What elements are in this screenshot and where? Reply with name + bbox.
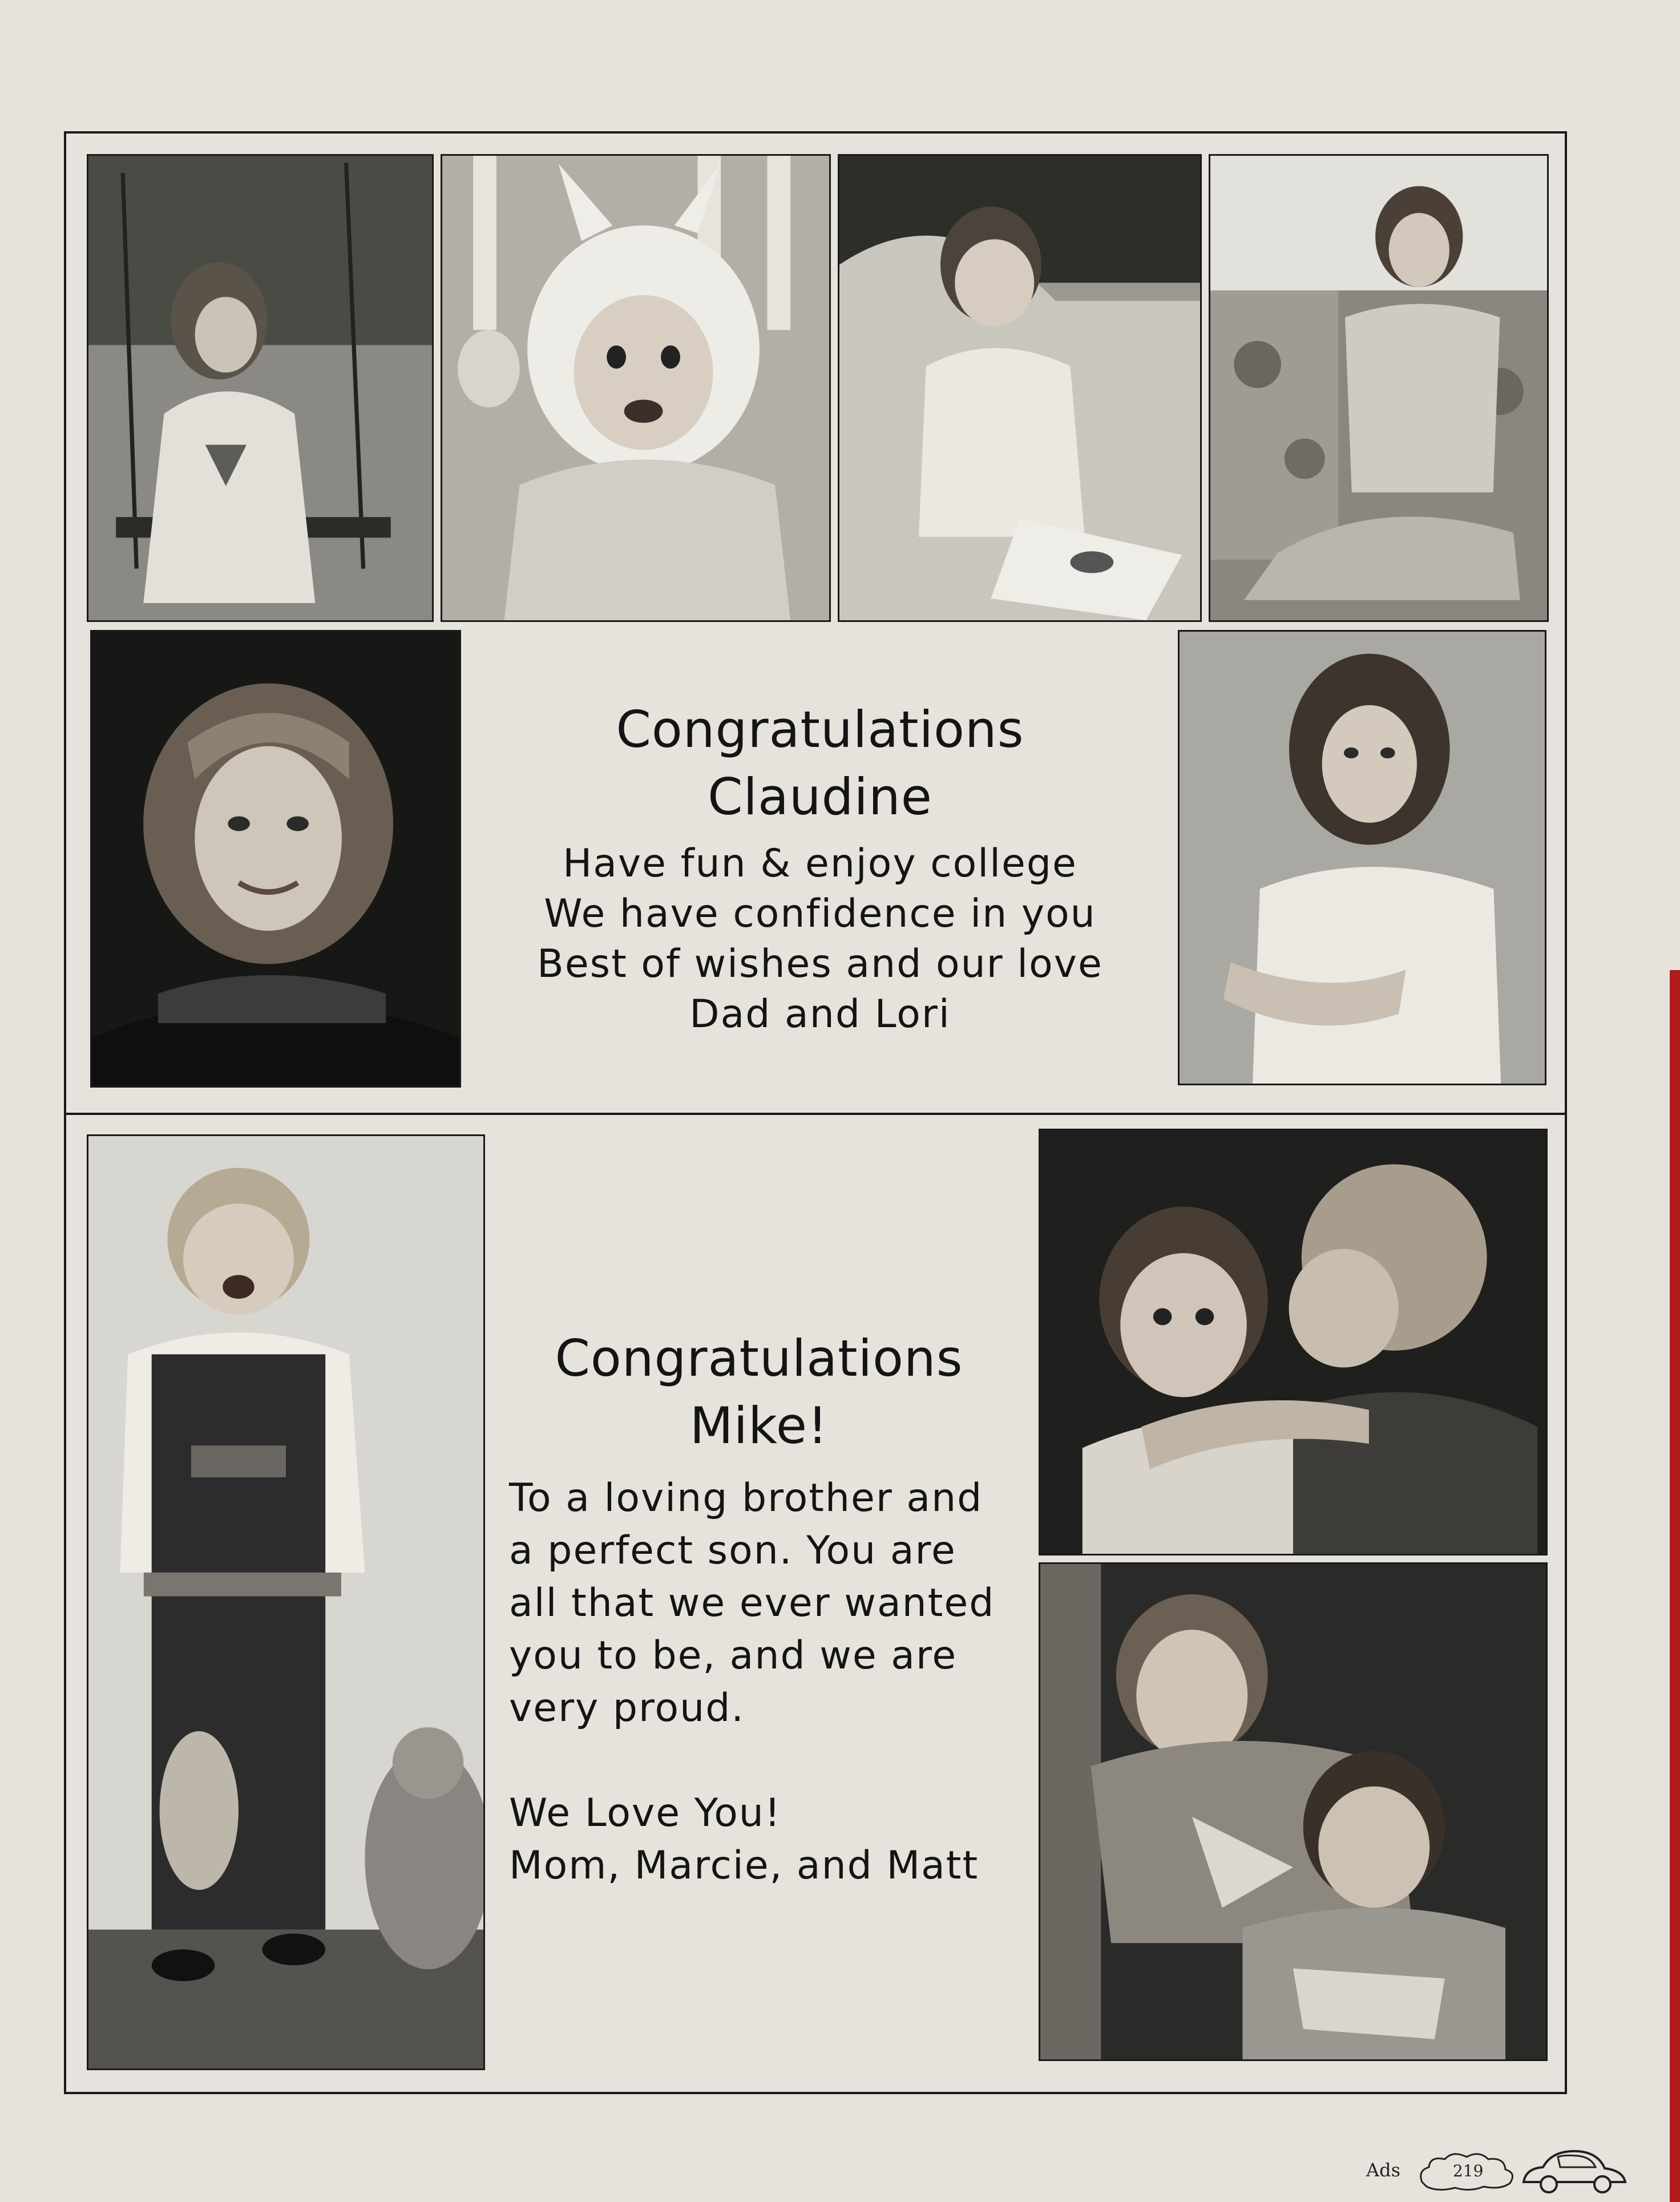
mike-title: [502, 1325, 1016, 1460]
photo-toddler-in-overalls: [87, 1134, 485, 2070]
mike-name: Mike!: [689, 1396, 829, 1455]
mike-line-5: very proud.: [509, 1686, 745, 1731]
claudine-caption: [474, 696, 1166, 1040]
page-number: 219: [1453, 2161, 1484, 2180]
photo-baby-in-bunny-hood: [441, 154, 831, 622]
photo-claudine-portrait-left: [90, 630, 461, 1088]
mike-line-4: you to be, and we are: [509, 1633, 958, 1678]
photo-boy-kissing-sister: [1039, 1129, 1548, 1555]
claudine-signature: Dad and Lori: [689, 992, 951, 1037]
mike-closing-1: We Love You!: [509, 1791, 782, 1836]
section-label: Ads: [1366, 2159, 1401, 2181]
claudine-line-2: We have confidence in you: [544, 891, 1096, 936]
photo-two-brothers-hugging: [1039, 1562, 1548, 2061]
car-icon: [1518, 2146, 1630, 2197]
mike-message: [509, 1472, 1023, 1892]
ad-divider: [64, 1113, 1567, 1115]
mike-line-1: To a loving brother and: [509, 1476, 983, 1521]
page-edge: [1670, 970, 1680, 2202]
mike-line-2: a perfect son. You are: [509, 1528, 956, 1573]
photo-claudine-portrait-right: [1178, 630, 1546, 1085]
mike-heading: Congratulations: [555, 1329, 963, 1388]
photo-baby-with-book: [838, 154, 1202, 622]
photo-girl-on-floral-chair: [1209, 154, 1549, 622]
photo-toddler-on-swing: [87, 154, 434, 622]
claudine-heading: Congratulations: [616, 700, 1024, 759]
mike-signature: Mom, Marcie, and Matt: [509, 1843, 979, 1888]
claudine-name: Claudine: [708, 767, 932, 826]
mike-line-3: all that we ever wanted: [509, 1581, 995, 1626]
claudine-line-1: Have fun & enjoy college: [563, 841, 1077, 886]
page-footer: [1366, 2146, 1634, 2197]
claudine-line-3: Best of wishes and our love: [537, 942, 1103, 987]
